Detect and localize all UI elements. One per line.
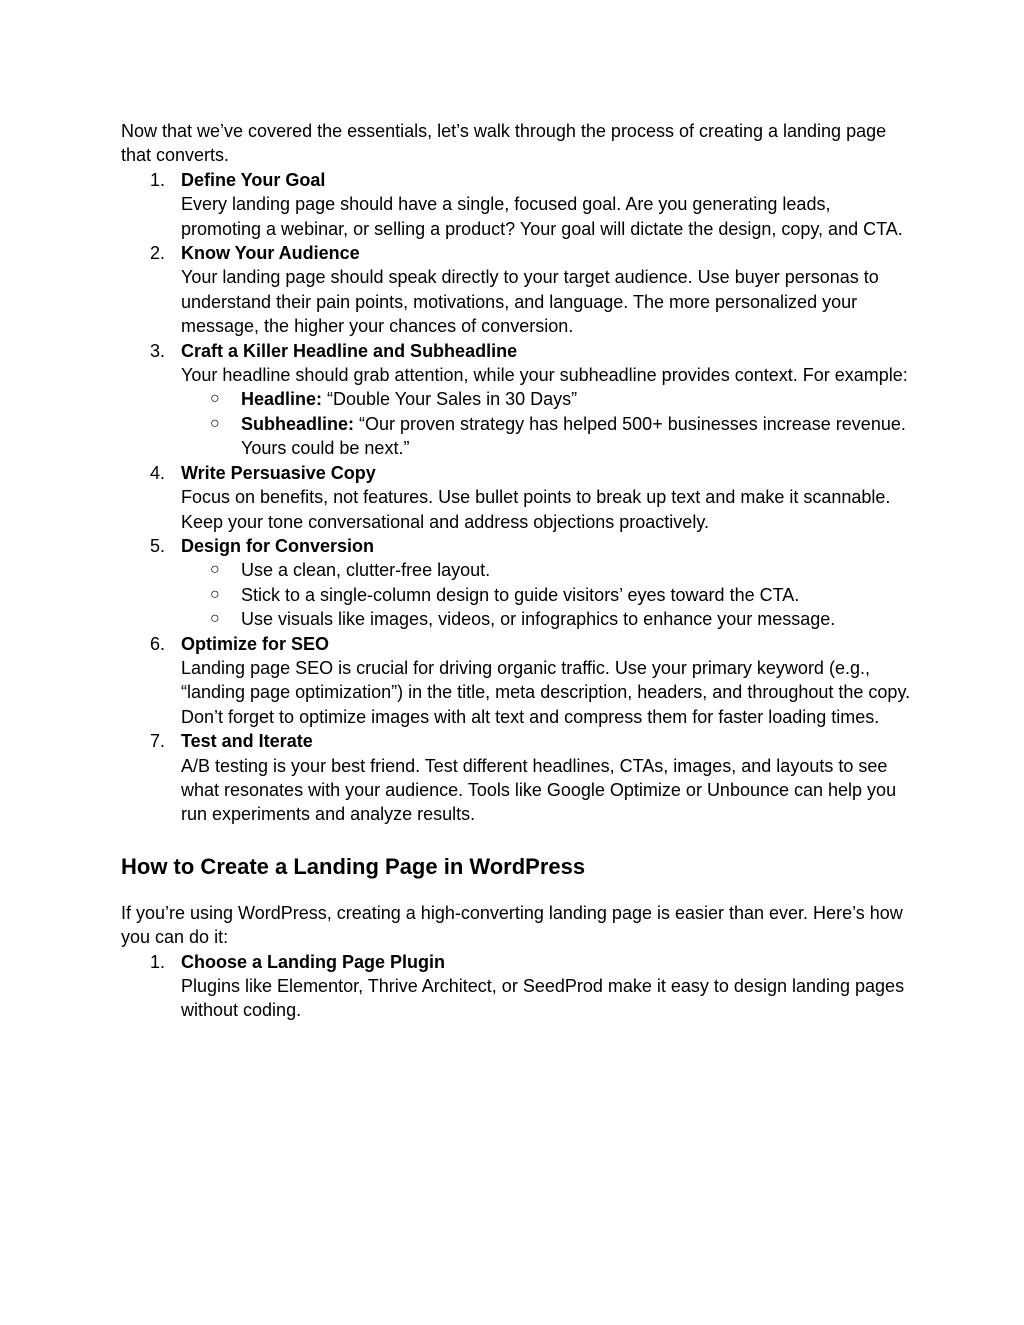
- sub-list-item: [181, 412, 911, 461]
- intro-paragraph: Now that we’ve covered the essentials, let’s walk through the process of creating a landing page that converts.: [121, 121, 887, 166]
- sub-item-label: Subheadline:: [241, 413, 355, 434]
- step-title: Write Persuasive Copy: [181, 462, 376, 483]
- sub-item-text: “Double Your Sales in 30 Days”: [322, 389, 578, 410]
- step-description: A/B testing is your best friend. Test different headlines, CTAs, images, and layouts to see what resonates with your audience. Tools like Google Optimize or Unbounce can help you run experiments and analyze results.: [181, 755, 897, 825]
- list-number: 5.: [150, 535, 166, 556]
- sub-list-item: [181, 583, 911, 607]
- list-item-persuasive-copy: [121, 461, 911, 534]
- step-description: Landing page SEO is crucial for driving organic traffic. Use your primary keyword (e.g., “landing page optimization”) in the title, meta description, headers, and throughout the copy. Don’t forget to optimize images with alt text and compress them for faster loading times.: [181, 657, 911, 727]
- list-item-craft-headline: [121, 339, 911, 461]
- step-description: Plugins like Elementor, Thrive Architect, or SeedProd make it easy to design landing pages without coding.: [181, 976, 905, 1021]
- hollow-circle-bullet-icon: ○: [210, 390, 220, 408]
- sub-item-text: “Our proven strategy has helped 500+ businesses increase revenue. Yours could be next.”: [241, 413, 906, 459]
- section-heading: How to Create a Landing Page in WordPress: [121, 853, 586, 879]
- list-item-test-iterate: [121, 729, 911, 827]
- sub-list: [181, 558, 911, 631]
- hollow-circle-bullet-icon: ○: [210, 610, 220, 628]
- list-item-choose-plugin: [121, 950, 911, 1023]
- document-page: [121, 119, 911, 1023]
- list-item-define-goal: [121, 168, 911, 241]
- hollow-circle-bullet-icon: ○: [210, 561, 220, 579]
- list-number: 7.: [150, 731, 166, 752]
- list-number: 4.: [150, 462, 166, 483]
- step-description: Focus on benefits, not features. Use bullet points to break up text and make it scannable. Keep your tone conversational and address objections proactively.: [181, 487, 891, 532]
- step-title: Craft a Killer Headline and Subheadline: [181, 340, 518, 361]
- list-item-know-audience: [121, 241, 911, 339]
- wordpress-steps-list: [121, 950, 911, 1023]
- step-description: Every landing page should have a single, focused goal. Are you generating leads, promoting a webinar, or selling a product? Your goal will dictate the design, copy, and CTA.: [181, 194, 903, 239]
- hollow-circle-bullet-icon: ○: [210, 414, 220, 432]
- sub-item-text: Use a clean, clutter-free layout.: [241, 560, 491, 581]
- step-title: Know Your Audience: [181, 243, 360, 264]
- sub-item-text: Use visuals like images, videos, or infographics to enhance your message.: [241, 609, 836, 630]
- step-title: Choose a Landing Page Plugin: [181, 951, 446, 972]
- sub-item-label: Headline:: [241, 389, 323, 410]
- step-title: Design for Conversion: [181, 535, 375, 556]
- step-title: Optimize for SEO: [181, 633, 330, 654]
- list-number: 1.: [150, 169, 166, 190]
- step-title: Test and Iterate: [181, 731, 313, 752]
- sub-list: [181, 387, 911, 460]
- steps-list: [121, 168, 911, 827]
- sub-list-item: [181, 387, 911, 411]
- step-description: Your landing page should speak directly to your target audience. Use buyer personas to understand their pain points, motivations, and language. The more personalized your message, the higher your chances of conversion.: [181, 267, 879, 337]
- step-description: Your headline should grab attention, while your subheadline provides context. For example:: [181, 365, 908, 386]
- hollow-circle-bullet-icon: ○: [210, 585, 220, 603]
- sub-list-item: [181, 558, 911, 582]
- list-number: 6.: [150, 633, 166, 654]
- list-number: 2.: [150, 243, 166, 264]
- sub-list-item: [181, 607, 911, 631]
- list-number: 1.: [150, 951, 166, 972]
- wordpress-intro-paragraph: If you’re using WordPress, creating a high-converting landing page is easier than ever. Here’s how you can do it:: [121, 902, 903, 948]
- step-title: Define Your Goal: [181, 169, 326, 190]
- list-item-optimize-seo: [121, 632, 911, 730]
- sub-item-text: Stick to a single-column design to guide visitors’ eyes toward the CTA.: [241, 584, 800, 605]
- list-item-design-conversion: [121, 534, 911, 632]
- list-number: 3.: [150, 340, 166, 361]
